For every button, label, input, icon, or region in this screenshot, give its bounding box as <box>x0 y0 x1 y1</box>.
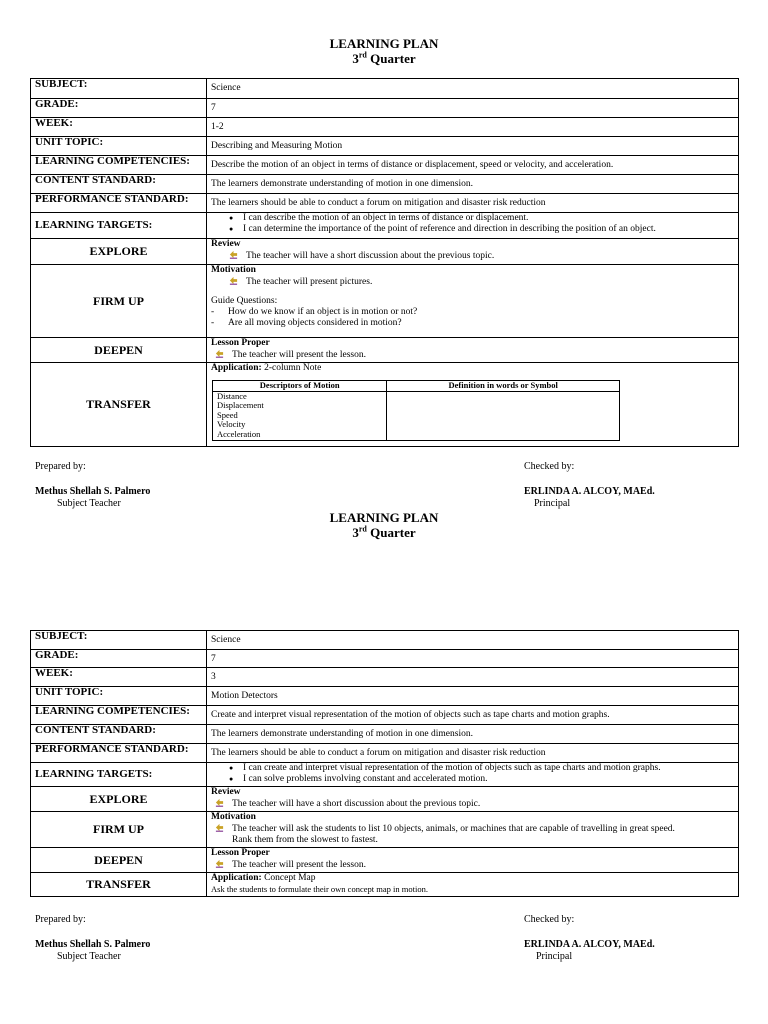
descriptor-item: Acceleration <box>217 428 261 439</box>
content-standard-label: CONTENT STANDARD: <box>31 175 207 194</box>
learning-targets-value <box>207 763 739 787</box>
descriptor-item: Speed <box>217 409 238 420</box>
learning-targets-label: LEARNING TARGETS: <box>31 213 207 239</box>
inner-header: Descriptors of Motion <box>213 381 387 392</box>
explore-label: EXPLORE <box>31 787 207 812</box>
preparer-name: Methus Shellah S. Palmero <box>35 939 151 950</box>
deepen-cell <box>207 338 739 363</box>
competencies-label: LEARNING COMPETENCIES: <box>31 706 207 725</box>
lesson-proper-heading: Lesson Proper <box>211 338 270 348</box>
application-note: Ask the students to formulate their own concept map in motion. <box>211 884 428 894</box>
week-label: WEEK: <box>31 118 207 137</box>
arrow-bullet-icon <box>215 859 224 868</box>
checker-role: Principal <box>534 498 571 509</box>
preparer-role: Subject Teacher <box>57 498 121 509</box>
arrow-bullet-icon <box>215 823 224 832</box>
descriptor-item: Displacement <box>217 400 264 410</box>
explore-item: The teacher will have a short discussion about the previous topic. <box>211 798 734 810</box>
review-heading: Review <box>211 787 241 797</box>
guide-question: - How do we know if an object is in motion or not? <box>211 307 418 317</box>
grade-label: GRADE: <box>31 650 207 668</box>
performance-standard-label: PERFORMANCE STANDARD: <box>31 744 207 763</box>
motivation-heading: Motivation <box>211 812 256 822</box>
firm-up-cell <box>207 265 739 338</box>
review-heading: Review <box>211 239 241 249</box>
descriptor-list <box>213 391 387 441</box>
week-value: 3 <box>207 668 739 687</box>
transfer-cell <box>207 363 739 447</box>
firm-up-item: The teacher will ask the students to list 10 objects, animals, or machines that are capable of travelling in great speed. <box>211 823 734 835</box>
checker-name: ERLINDA A. ALCOY, MAEd. <box>524 939 655 950</box>
subject-label: SUBJECT: <box>31 631 207 650</box>
inner-header: Definition in words or Symbol <box>387 381 620 392</box>
definition-cell <box>387 391 620 441</box>
target-item: ● I can create and interpret visual representation of the motion of objects such as tape charts and motion graphs. <box>229 763 734 774</box>
plan1-quarter: 3rd Quarter <box>352 50 416 66</box>
subject-label: SUBJECT: <box>31 79 207 99</box>
arrow-bullet-icon <box>229 276 238 285</box>
plan1-prepared-by: Prepared by: Methus Shellah S. Palmero Subject Teacher <box>35 461 151 509</box>
target-item: ● I can solve problems involving constant and accelerated motion. <box>229 774 734 785</box>
plan2-prepared-by: Prepared by: Methus Shellah S. Palmero Subject Teacher <box>35 914 151 962</box>
plan1-table <box>30 78 739 447</box>
deepen-label: DEEPEN <box>31 338 207 363</box>
learning-targets-value <box>207 213 739 239</box>
content-standard-label: CONTENT STANDARD: <box>31 725 207 744</box>
unit-topic-value: Describing and Measuring Motion <box>207 137 739 156</box>
week-label: WEEK: <box>31 668 207 687</box>
preparer-role: Subject Teacher <box>57 951 121 962</box>
plan1-title: LEARNING PLAN <box>329 36 439 51</box>
performance-standard-value: The learners should be able to conduct a forum on mitigation and disaster risk reduction <box>207 744 739 763</box>
explore-item: The teacher will have a short discussion about the previous topic. <box>211 250 734 262</box>
descriptor-item: Velocity <box>217 419 246 429</box>
plan2-title: LEARNING PLAN <box>329 510 439 525</box>
application-line: Application: Concept Map <box>211 873 316 883</box>
firm-up-label: FIRM UP <box>31 265 207 338</box>
application-line: Application: 2-column Note <box>211 363 322 373</box>
arrow-bullet-icon <box>215 798 224 807</box>
plan1-checked-by: Checked by: ERLINDA A. ALCOY, MAEd. Principal <box>524 461 655 509</box>
grade-value: 7 <box>207 99 739 118</box>
transfer-cell <box>207 873 739 897</box>
performance-standard-value: The learners should be able to conduct a forum on mitigation and disaster risk reduction <box>207 194 739 213</box>
unit-topic-label: UNIT TOPIC: <box>31 137 207 156</box>
arrow-bullet-icon <box>215 349 224 358</box>
plan2-quarter: 3rd Quarter <box>352 524 416 540</box>
explore-label: EXPLORE <box>31 239 207 265</box>
unit-topic-value: Motion Detectors <box>207 687 739 706</box>
target-item: ● I can describe the motion of an object in terms of distance or displacement. <box>229 213 734 224</box>
week-value: 1-2 <box>207 118 739 137</box>
checker-name: ERLINDA A. ALCOY, MAEd. <box>524 486 655 497</box>
two-column-note-table <box>212 380 620 441</box>
content-standard-value: The learners demonstrate understanding of motion in one dimension. <box>207 175 739 194</box>
guide-questions-label: Guide Questions: <box>211 296 278 306</box>
guide-question: - Are all moving objects considered in motion? <box>211 318 402 328</box>
lesson-proper-heading: Lesson Proper <box>211 848 270 858</box>
target-item: ● I can determine the importance of the point of reference and direction in describing the position of an object. <box>229 224 734 235</box>
performance-standard-label: PERFORMANCE STANDARD: <box>31 194 207 213</box>
arrow-bullet-icon <box>229 250 238 259</box>
subject-value: Science <box>207 79 739 99</box>
explore-cell <box>207 239 739 265</box>
motivation-heading: Motivation <box>211 265 256 275</box>
preparer-name: Methus Shellah S. Palmero <box>35 486 151 497</box>
transfer-label: TRANSFER <box>31 873 207 897</box>
learning-targets-label: LEARNING TARGETS: <box>31 763 207 787</box>
unit-topic-label: UNIT TOPIC: <box>31 687 207 706</box>
firm-up-item: The teacher will present pictures. <box>211 276 734 288</box>
firm-up-label: FIRM UP <box>31 812 207 848</box>
content-standard-value: The learners demonstrate understanding of motion in one dimension. <box>207 725 739 744</box>
deepen-label: DEEPEN <box>31 848 207 873</box>
firm-up-cell <box>207 812 739 848</box>
deepen-item: The teacher will present the lesson. <box>211 859 734 871</box>
descriptor-item: Distance <box>217 390 247 401</box>
competencies-value: Describe the motion of an object in terms of distance or displacement, speed or velocity, and acceleration. <box>207 156 739 175</box>
firm-up-item-cont: Rank them from the slowest to fastest. <box>232 835 378 845</box>
plan2-table <box>30 630 739 897</box>
deepen-item: The teacher will present the lesson. <box>211 349 734 361</box>
plan2-checked-by: Checked by: ERLINDA A. ALCOY, MAEd. Principal <box>524 914 655 962</box>
competencies-value: Create and interpret visual representation of the motion of objects such as tape charts and motion graphs. <box>207 706 739 725</box>
subject-value: Science <box>207 631 739 650</box>
transfer-label: TRANSFER <box>31 363 207 447</box>
explore-cell <box>207 787 739 812</box>
grade-label: GRADE: <box>31 99 207 118</box>
grade-value: 7 <box>207 650 739 668</box>
deepen-cell <box>207 848 739 873</box>
competencies-label: LEARNING COMPETENCIES: <box>31 156 207 175</box>
checker-role: Principal <box>536 951 573 962</box>
